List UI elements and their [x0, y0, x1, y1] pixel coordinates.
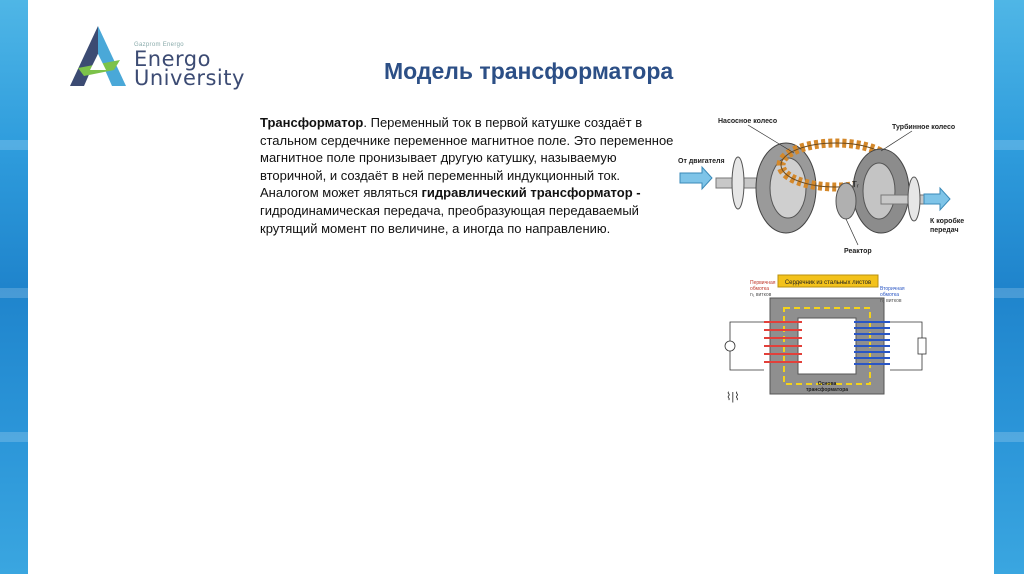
output-arrow-icon	[924, 188, 950, 210]
hydraulic-description: гидродинамическая передача, преобразующая передаваемый крутящий момент по величине, а иногда по направлению.	[260, 202, 639, 236]
transformer-description: . Переменный ток в первой катушке создаёт в стальном сердечнике переменное магнитное поле. Это переменное магнитное поле пронизывает другую катушку, называемую вторичной, и создаёт в ней переменный индукционный ток.	[260, 115, 674, 183]
load-resistor-icon	[918, 338, 926, 354]
core-window	[798, 318, 856, 374]
input-arrow-icon	[680, 167, 712, 189]
hydraulic-intro: Аналогом может являться	[260, 185, 422, 201]
logo-name	[134, 47, 245, 90]
label-turbine: Турбинное колесо	[892, 124, 956, 131]
slide-title: Модель трансформатора	[384, 58, 674, 84]
input-flange	[732, 157, 744, 209]
logo-mark-icon	[64, 24, 134, 90]
left-edge-band	[0, 432, 28, 442]
paragraph-transformer	[260, 114, 680, 184]
label-engine: От двигателя	[678, 158, 725, 165]
core-header-label: Сердечник из стальных листов	[784, 280, 872, 286]
secondary-circuit	[890, 322, 922, 370]
left-edge-bar	[0, 0, 28, 574]
label-pump: Насосное колесо	[718, 118, 778, 125]
pump-wheel-inner	[770, 158, 806, 218]
label-reactor: Реактор	[844, 248, 872, 255]
ac-source-icon	[725, 341, 735, 351]
primary-label-3: n₁ витков	[750, 292, 772, 298]
label-gearbox-1: К коробке	[930, 218, 965, 225]
right-edge-band	[994, 140, 1024, 150]
primary-label-1: Первичная	[750, 280, 776, 286]
label-torque: Tᵣ	[852, 180, 859, 189]
transformer-figure	[722, 272, 940, 412]
secondary-label-1: Вторичная	[880, 286, 905, 292]
logo-name-line1: Energo	[134, 47, 211, 71]
secondary-label-2: обмотка	[880, 292, 900, 298]
left-edge-band	[0, 140, 28, 150]
body-text	[260, 114, 680, 237]
logo-caption: Gazprom Energo	[134, 42, 184, 48]
output-flange	[908, 177, 920, 221]
term-transformer: Трансформатор	[260, 115, 364, 130]
paragraph-hydraulic	[260, 184, 680, 237]
primary-label-2: обмотка	[750, 286, 770, 292]
label-gearbox-2: передач	[930, 227, 959, 234]
turbine-leader-line	[881, 131, 912, 151]
hydraulic-converter-figure	[676, 103, 976, 265]
turbine-wheel-inner	[863, 163, 895, 219]
transformer-symbol: ⌇|⌇	[726, 391, 740, 403]
core-base-label-2: трансформатора	[805, 387, 849, 393]
secondary-label-3: n₂ витков	[880, 298, 902, 304]
left-edge-band	[0, 288, 28, 298]
core-base-label-1: Основа	[817, 381, 837, 387]
right-edge-bar	[994, 0, 1024, 574]
term-hydraulic: гидравлический трансформатор -	[421, 185, 641, 201]
right-edge-band	[994, 288, 1024, 298]
reactor-leader-line	[846, 219, 858, 245]
right-edge-band	[994, 432, 1024, 442]
logo-name-line2: University	[134, 66, 245, 90]
